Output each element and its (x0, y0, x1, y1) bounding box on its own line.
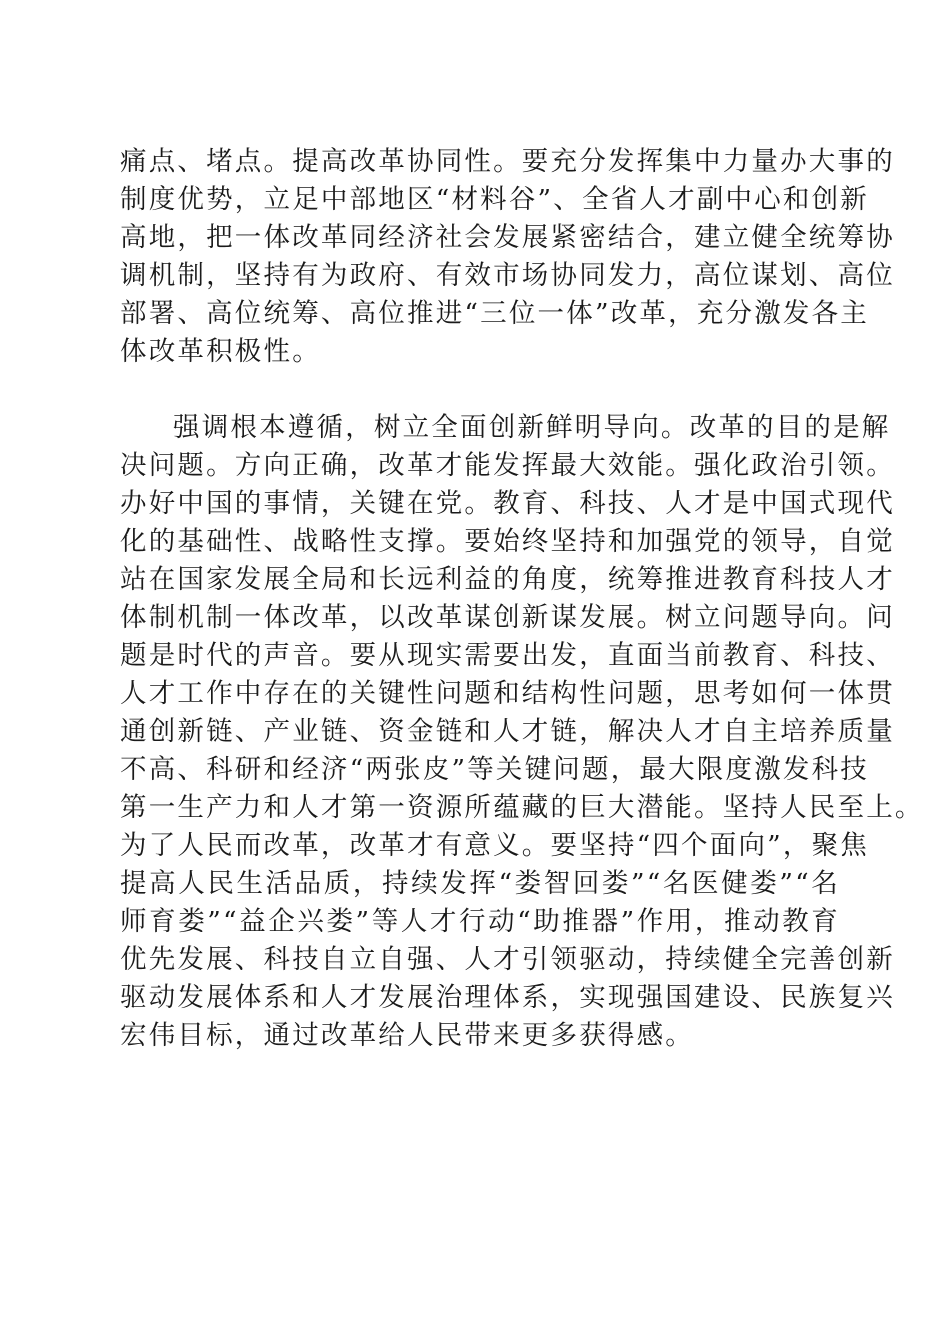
paragraph-line: 化的基础性、战略性支撑。要始终坚持和加强党的领导，自觉 (120, 526, 895, 557)
paragraph-line: 强调根本遵循，树立全面创新鲜明导向。改革的目的是解 (173, 412, 891, 443)
paragraph-line: 高地，把一体改革同经济社会发展紧密结合，建立健全统筹协 (120, 222, 895, 253)
paragraph-line: 不高、科研和经济“两张皮”等关键问题，最大限度激发科技 (120, 754, 869, 785)
paragraph-line: 体改革积极性。 (120, 336, 321, 367)
paragraph-line: 提高人民生活品质，持续发挥“娄智回娄”“名医健娄”“名 (120, 868, 840, 899)
paragraph-line: 驱动发展体系和人才发展治理体系，实现强国建设、民族复兴 (120, 982, 895, 1013)
paragraph-line: 优先发展、科技自立自强、人才引领驱动，持续健全完善创新 (120, 944, 895, 975)
paragraph-line: 调机制，坚持有为政府、有效市场协同发力，高位谋划、高位 (120, 260, 895, 291)
paragraph-line: 为了人民而改革，改革才有意义。要坚持“四个面向”，聚焦 (120, 830, 869, 861)
paragraph-line: 人才工作中存在的关键性问题和结构性问题，思考如何一体贯 (120, 678, 895, 709)
paragraph-1 (120, 143, 895, 371)
paragraph-line: 宏伟目标，通过改革给人民带来更多获得感。 (120, 1020, 694, 1051)
paragraph-line: 第一生产力和人才第一资源所蕴藏的巨大潜能。坚持人民至上。 (120, 792, 924, 823)
paragraph-line: 通创新链、产业链、资金链和人才链，解决人才自主培养质量 (120, 716, 895, 747)
paragraph-line: 题是时代的声音。要从现实需要出发，直面当前教育、科技、 (120, 640, 895, 671)
paragraph-line: 站在国家发展全局和长远利益的角度，统筹推进教育科技人才 (120, 564, 895, 595)
paragraph-line: 部署、高位统筹、高位推进“三位一体”改革，充分激发各主 (120, 298, 869, 329)
paragraph-line: 体制机制一体改革，以改革谋创新谋发展。树立问题导向。问 (120, 602, 895, 633)
paragraph-line: 制度优势，立足中部地区“材料谷”、全省人才副中心和创新 (120, 184, 869, 215)
paragraph-line: 痛点、堵点。提高改革协同性。要充分发挥集中力量办大事的 (120, 146, 895, 177)
paragraph-2 (120, 409, 924, 1055)
paragraph-line: 决问题。方向正确，改革才能发挥最大效能。强化政治引领。 (120, 450, 895, 481)
paragraph-line: 办好中国的事情，关键在党。教育、科技、人才是中国式现代 (120, 488, 895, 519)
paragraph-line: 师育娄”“益企兴娄”等人才行动“助推器”作用，推动教育 (120, 906, 840, 937)
